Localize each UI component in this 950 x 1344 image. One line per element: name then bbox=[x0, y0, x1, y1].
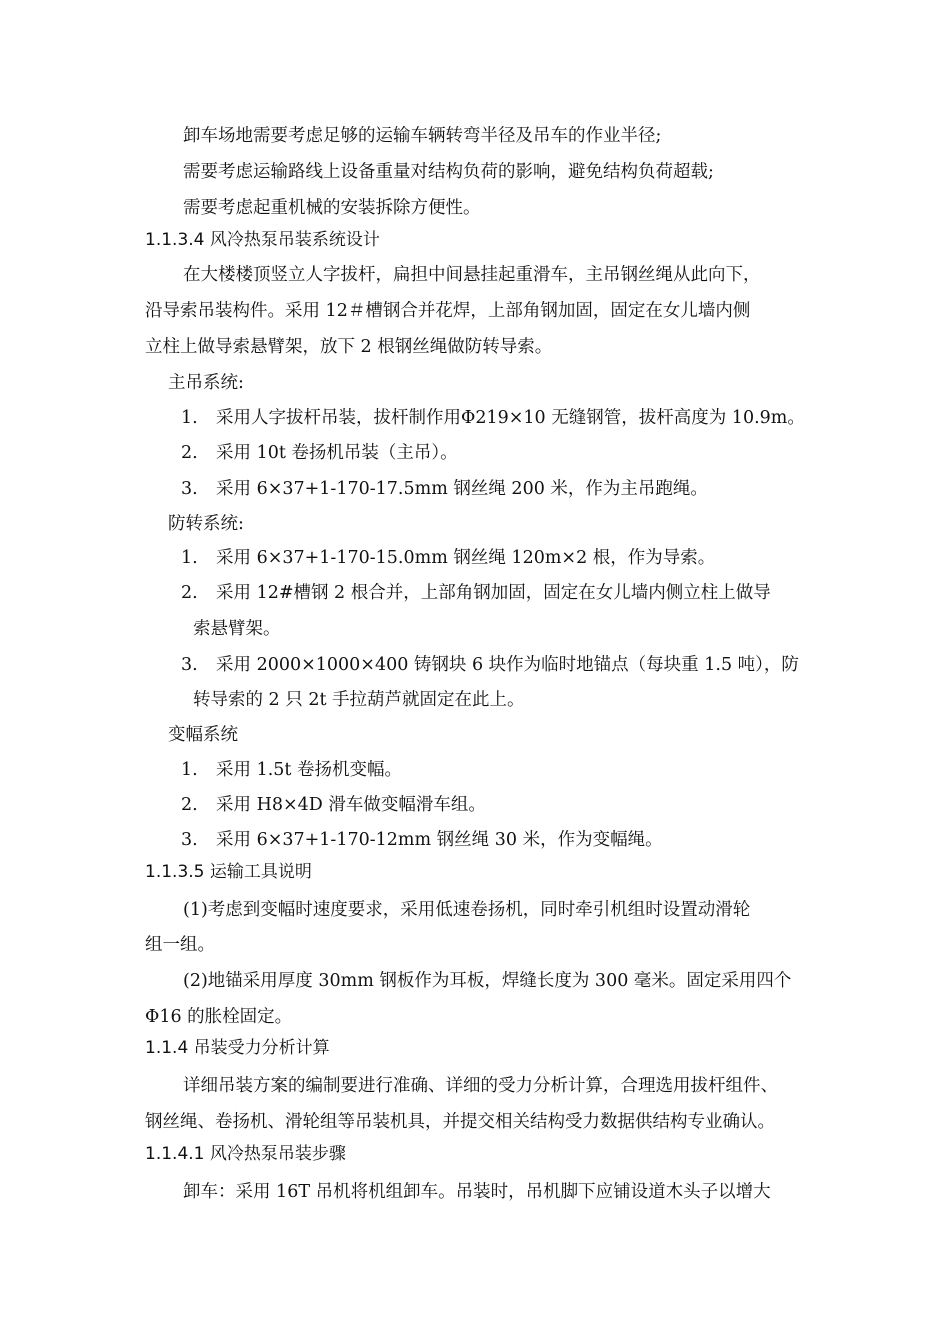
list-number: 3. bbox=[181, 830, 198, 850]
paragraph-line: 组一组。 bbox=[145, 935, 215, 955]
list-item: 采用 2000×1000×400 铸钢块 6 块作为临时地锚点（每块重 1.5 吨），防 bbox=[216, 655, 799, 675]
subsection-label-main-hoist: 主吊系统: bbox=[168, 373, 244, 393]
section-heading-1141 bbox=[145, 1142, 346, 1166]
list-number: 1. bbox=[181, 548, 198, 568]
paragraph-line: 卸车：采用 16T 吊机将机组卸车。吊装时，吊机脚下应铺设道木头子以增大 bbox=[183, 1182, 771, 1202]
paragraph-line: 在大楼楼顶竖立人字拔杆，扁担中间悬挂起重滑车，主吊钢丝绳从此向下， bbox=[183, 265, 761, 285]
intro-line-3: 需要考虑起重机械的安装拆除方便性。 bbox=[183, 198, 481, 218]
section-heading-1134 bbox=[145, 228, 380, 252]
list-number: 1. bbox=[181, 408, 198, 428]
list-number: 2. bbox=[181, 795, 198, 815]
list-item: 采用 1.5t 卷扬机变幅。 bbox=[216, 760, 402, 780]
section-title: 风冷热泵吊装步骤 bbox=[209, 1144, 346, 1164]
list-item: 采用 12#槽钢 2 根合并，上部角钢加固，固定在女儿墙内侧立柱上做导 bbox=[216, 583, 771, 603]
list-number: 1. bbox=[181, 760, 198, 780]
paragraph-line: 详细吊装方案的编制要进行准确、详细的受力分析计算，合理选用拔杆组件、 bbox=[183, 1076, 778, 1096]
section-title: 吊装受力分析计算 bbox=[193, 1038, 330, 1058]
intro-line-1: 卸车场地需要考虑足够的运输车辆转弯半径及吊车的作业半径; bbox=[183, 126, 662, 146]
paragraph-line: 立柱上做导索悬臂架，放下 2 根钢丝绳做防转导索。 bbox=[145, 337, 553, 357]
list-number: 2. bbox=[181, 583, 198, 603]
list-item: 采用 6×37+1-170-15.0mm 钢丝绳 120m×2 根，作为导索。 bbox=[216, 548, 716, 568]
list-item-continuation: 索悬臂架。 bbox=[193, 619, 281, 639]
list-number: 3. bbox=[181, 655, 198, 675]
list-item: 采用 6×37+1-170-17.5mm 钢丝绳 200 米，作为主吊跑绳。 bbox=[216, 479, 708, 499]
section-title: 运输工具说明 bbox=[209, 862, 312, 882]
section-number: 1.1.3.5 bbox=[145, 862, 205, 882]
list-number: 3. bbox=[181, 479, 198, 499]
section-heading-1135 bbox=[145, 860, 312, 884]
subsection-label-anti-rotation: 防转系统: bbox=[168, 514, 244, 534]
section-number: 1.1.3.4 bbox=[145, 230, 205, 250]
paragraph-line: (1)考虑到变幅时速度要求，采用低速卷扬机，同时牵引机组时设置动滑轮 bbox=[183, 900, 751, 920]
list-number: 2. bbox=[181, 443, 198, 463]
list-item: 采用 6×37+1-170-12mm 钢丝绳 30 米，作为变幅绳。 bbox=[216, 830, 663, 850]
paragraph-line: 钢丝绳、卷扬机、滑轮组等吊装机具，并提交相关结构受力数据供结构专业确认。 bbox=[145, 1112, 775, 1132]
section-number: 1.1.4.1 bbox=[145, 1144, 205, 1164]
list-item: 采用 10t 卷扬机吊装（主吊）。 bbox=[216, 443, 458, 463]
subsection-label-luffing: 变幅系统 bbox=[168, 725, 238, 745]
paragraph-line: (2)地锚采用厚度 30mm 钢板作为耳板，焊缝长度为 300 毫米。固定采用四个 bbox=[183, 971, 792, 991]
paragraph-line: 沿导索吊装构件。采用 12＃槽钢合并花焊，上部角钢加固，固定在女儿墙内侧 bbox=[145, 301, 751, 321]
paragraph-line: Φ16 的胀栓固定。 bbox=[145, 1007, 293, 1027]
section-title: 风冷热泵吊装系统设计 bbox=[209, 230, 380, 250]
intro-line-2: 需要考虑运输路线上设备重量对结构负荷的影响，避免结构负荷超载; bbox=[183, 162, 714, 182]
list-item: 采用人字拔杆吊装，拔杆制作用Φ219×10 无缝钢管，拔杆高度为 10.9m。 bbox=[216, 408, 805, 428]
list-item-continuation: 转导索的 2 只 2t 手拉葫芦就固定在此上。 bbox=[193, 690, 525, 710]
section-heading-114 bbox=[145, 1036, 330, 1060]
section-number: 1.1.4 bbox=[145, 1038, 189, 1058]
list-item: 采用 H8×4D 滑车做变幅滑车组。 bbox=[216, 795, 486, 815]
